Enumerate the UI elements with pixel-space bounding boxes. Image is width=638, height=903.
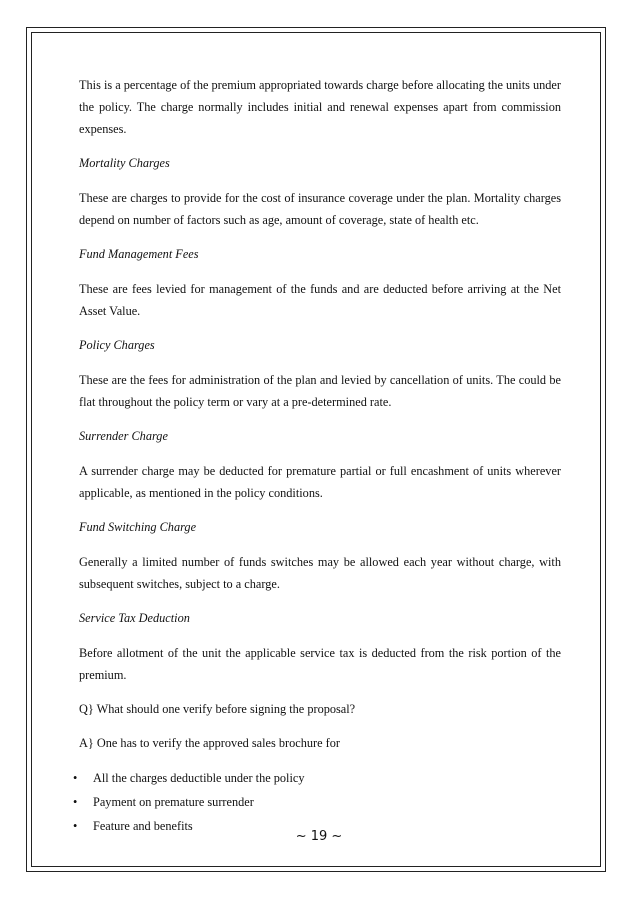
list-item-text: Feature and benefits xyxy=(93,819,193,833)
bullet-icon: • xyxy=(73,795,78,809)
paragraph-mortality-charges: These are charges to provide for the cost of insurance coverage under the plan. Mortality charges depend on number of factors such as age, amount of coverage, state of health etc. xyxy=(79,191,561,227)
paragraph-charge-intro: This is a percentage of the premium appropriated towards charge before allocating the units under the policy. The charge normally includes initial and renewal expenses apart from commission expenses. xyxy=(79,78,561,136)
list-item-text: Payment on premature surrender xyxy=(93,795,254,809)
heading-fund-management-fees: Fund Management Fees xyxy=(79,247,199,261)
list-item xyxy=(73,766,561,790)
answer-text: A} One has to verify the approved sales brochure for xyxy=(79,736,340,750)
bullet-icon: • xyxy=(73,771,78,785)
paragraph-service-tax-deduction: Before allotment of the unit the applicable service tax is deducted from the risk portion of the premium. xyxy=(79,646,561,682)
list-item-text: All the charges deductible under the policy xyxy=(93,771,305,785)
heading-policy-charges: Policy Charges xyxy=(79,338,155,352)
paragraph-surrender-charge: A surrender charge may be deducted for premature partial or full encashment of units wherever applicable, as mentioned in the policy conditions. xyxy=(79,464,561,500)
list-item xyxy=(73,790,561,814)
page-content xyxy=(73,74,561,838)
heading-mortality-charges: Mortality Charges xyxy=(79,156,170,170)
page-number: ~ 19 ~ xyxy=(295,829,343,844)
paragraph-policy-charges: These are the fees for administration of the plan and levied by cancellation of units. The could be flat throughout the policy term or vary at a pre-determined rate. xyxy=(79,373,561,409)
heading-service-tax-deduction: Service Tax Deduction xyxy=(79,611,190,625)
bullet-icon: • xyxy=(73,819,78,833)
heading-fund-switching-charge: Fund Switching Charge xyxy=(79,520,197,534)
heading-surrender-charge: Surrender Charge xyxy=(79,429,168,443)
bullet-list xyxy=(73,766,561,838)
paragraph-fund-switching-charge: Generally a limited number of funds switches may be allowed each year without charge, with subsequent switches, subject to a charge. xyxy=(79,555,561,591)
paragraph-fund-management-fees: These are fees levied for management of the funds and are deducted before arriving at the Net Asset Value. xyxy=(79,282,561,318)
question-text: Q} What should one verify before signing the proposal? xyxy=(79,702,356,716)
